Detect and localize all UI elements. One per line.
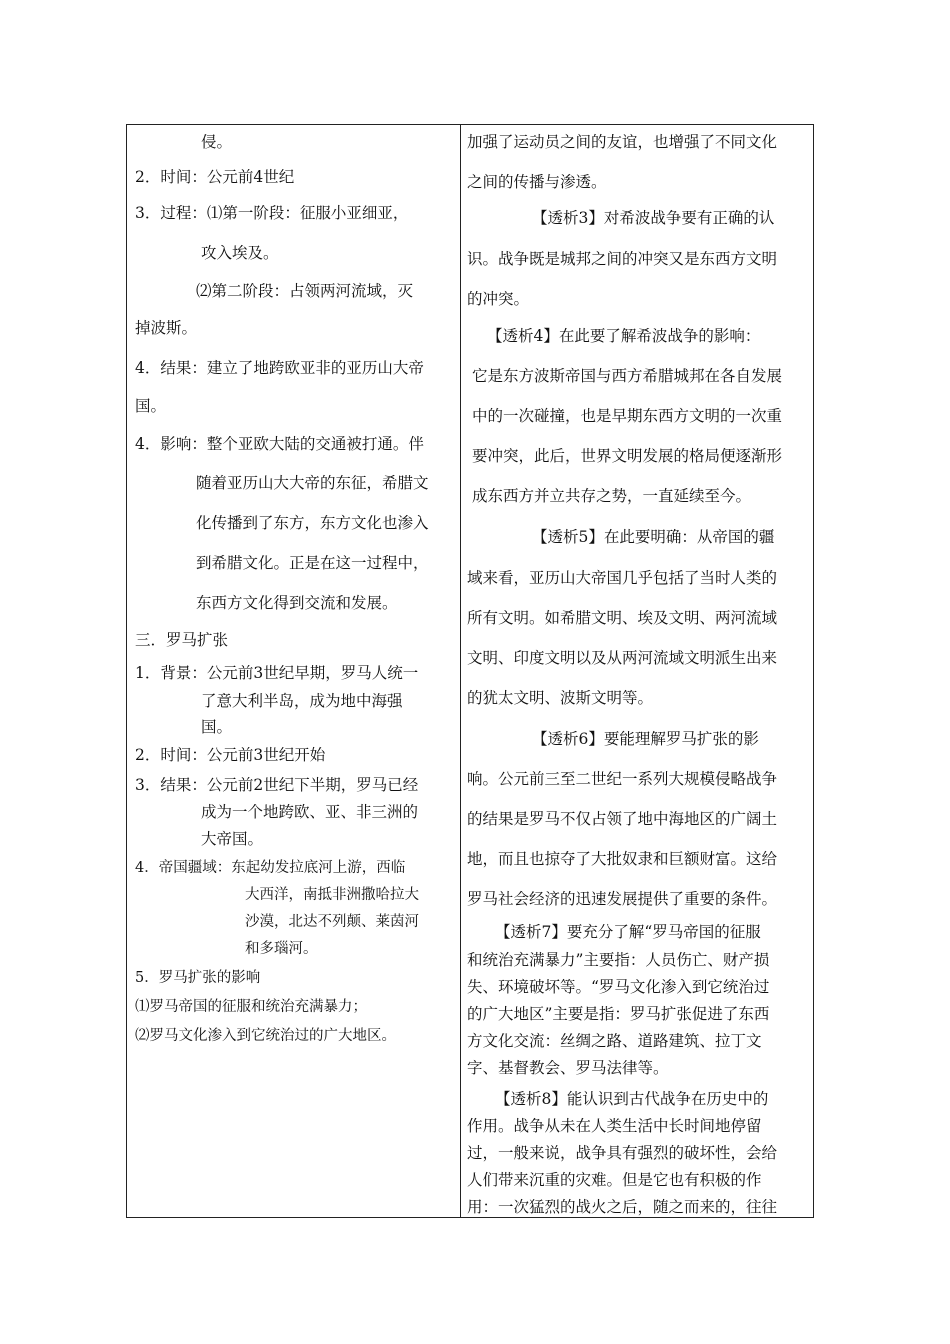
right-line: 失、环境破坏等。“罗马文化渗入到它统治过 [467, 978, 770, 996]
right-line: 的冲突。 [467, 290, 530, 308]
right-line: 过，一般来说，战争具有强烈的破坏性，会给 [467, 1144, 778, 1162]
left-line: 随着亚历山大大帝的东征，希腊文 [196, 474, 429, 492]
left-line: 侵。 [201, 133, 233, 151]
left-line: 大西洋，南抵非洲撒哈拉大 [245, 887, 419, 903]
left-line: 掉波斯。 [135, 319, 198, 337]
right-line: 地，而且也掠夺了大批奴隶和巨额财富。这给 [467, 850, 778, 868]
right-line: 要冲突，此后，世界文明发展的格局便逐渐形 [472, 447, 783, 465]
left-line: 了意大利半岛，成为地中海强 [201, 692, 403, 710]
analysis-label-4: 【透析4】在此要了解希波战争的影响： [487, 327, 761, 345]
left-line: 沙漠，北达不列颠、莱茵河 [245, 914, 419, 930]
right-line: 的结果是罗马不仅占领了地中海地区的广阔土 [467, 810, 778, 828]
left-line: 和多瑙河。 [245, 941, 318, 957]
left-line: ⑵罗马文化渗入到它统治过的广大地区。 [135, 1028, 396, 1044]
analysis-label-3: 【透析3】对希波战争要有正确的认 [532, 209, 775, 227]
left-line: ⑵第二阶段：占领两河流域，灭 [196, 282, 414, 300]
right-line: 的犹太文明、波斯文明等。 [467, 689, 654, 707]
left-line: 2．时间：公元前3世纪开始 [135, 746, 326, 764]
right-line: 和统治充满暴力”主要指：人员伤亡、财产损 [467, 951, 770, 969]
left-line: 攻入埃及。 [201, 244, 279, 262]
right-line: 识。战争既是城邦之间的冲突又是东西方文明 [467, 250, 778, 268]
left-line: 4．帝国疆域：东起幼发拉底河上游，西临 [135, 860, 406, 876]
right-line: 罗马社会经济的迅速发展提供了重要的条件。 [467, 890, 778, 908]
left-line: 大帝国。 [201, 830, 264, 848]
left-line: 1．背景：公元前3世纪早期，罗马人统一 [135, 664, 419, 682]
analysis-label-8: 【透析8】能认识到古代战争在历史中的 [495, 1090, 769, 1108]
left-line: 化传播到了东方，东方文化也渗入 [196, 514, 429, 532]
right-line: 域来看，亚历山大帝国几乎包括了当时人类的 [467, 569, 778, 587]
right-line: 人们带来沉重的灾难。但是它也有积极的作 [467, 1171, 762, 1189]
right-line: 成东西方并立共存之势，一直延续至今。 [472, 487, 752, 505]
right-line: 用：一次猛烈的战火之后，随之而来的，往往 [467, 1198, 778, 1216]
analysis-label-6: 【透析6】要能理解罗马扩张的影 [532, 730, 759, 748]
right-line: 响。公元前三至二世纪一系列大规模侵略战争 [467, 770, 778, 788]
analysis-label-5: 【透析5】在此要明确：从帝国的疆 [532, 528, 775, 546]
right-line: 之间的传播与渗透。 [467, 173, 607, 191]
left-line: 3．结果：公元前2世纪下半期，罗马已经 [135, 776, 419, 794]
right-line: 它是东方波斯帝国与西方希腊城邦在各自发展 [472, 367, 783, 385]
left-line: 3．过程：⑴第一阶段：征服小亚细亚， [135, 204, 409, 222]
right-line: 所有文明。如希腊文明、埃及文明、两河流域 [467, 609, 778, 627]
left-line: 成为一个地跨欧、亚、非三洲的 [201, 803, 419, 821]
column-divider [460, 124, 461, 1218]
right-line: 的广大地区”主要是指：罗马扩张促进了东西 [467, 1005, 770, 1023]
right-line: 方文化交流：丝绸之路、道路建筑、拉丁文 [467, 1032, 762, 1050]
left-line: 到希腊文化。正是在这一过程中， [196, 554, 429, 572]
right-line: 加强了运动员之间的友谊，也增强了不同文化 [467, 133, 778, 151]
left-line: 4．结果：建立了地跨欧亚非的亚历山大帝 [135, 359, 424, 377]
right-line: 文明、印度文明以及从两河流域文明派生出来 [467, 649, 778, 667]
left-line: 4．影响：整个亚欧大陆的交通被打通。伴 [135, 435, 424, 453]
section-heading: 三．罗马扩张 [135, 631, 229, 649]
left-line: 国。 [201, 718, 233, 736]
right-line: 作用。战争从未在人类生活中长时间地停留 [467, 1117, 762, 1135]
right-line: 中的一次碰撞，也是早期东西方文明的一次重 [472, 407, 783, 425]
left-line: ⑴罗马帝国的征服和统治充满暴力； [135, 999, 367, 1015]
left-line: 国。 [135, 397, 167, 415]
right-line: 字、基督教会、罗马法律等。 [467, 1059, 669, 1077]
left-line: 2．时间：公元前4世纪 [135, 168, 295, 186]
left-line: 东西方文化得到交流和发展。 [196, 594, 398, 612]
analysis-label-7: 【透析7】要充分了解“罗马帝国的征服 [495, 923, 761, 941]
left-line: 5．罗马扩张的影响 [135, 970, 261, 986]
